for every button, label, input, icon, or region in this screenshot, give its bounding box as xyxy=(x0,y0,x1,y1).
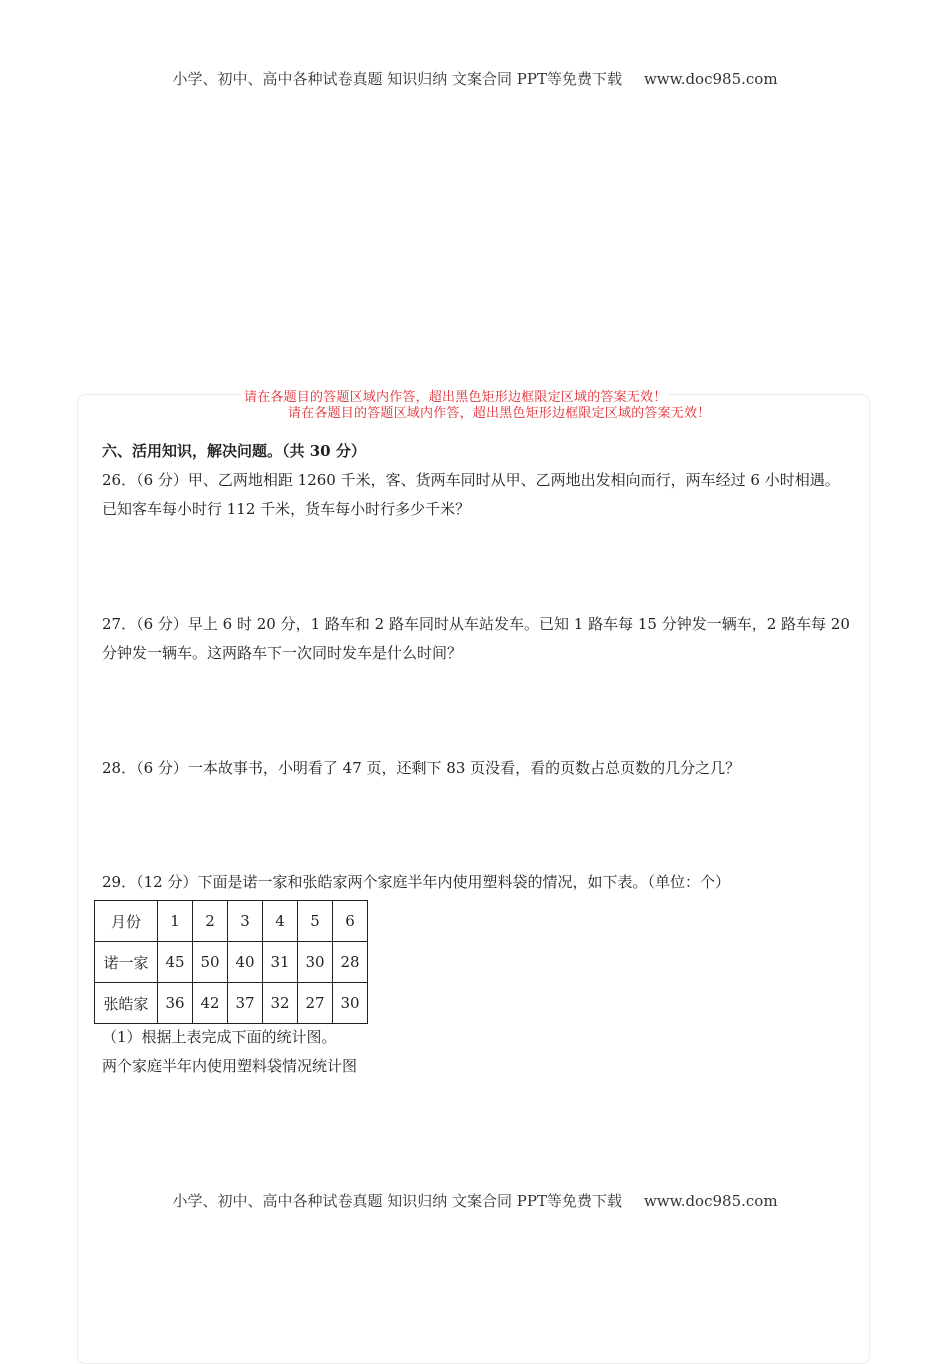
table-cell: 2 xyxy=(193,901,228,942)
table-cell: 30 xyxy=(298,942,333,983)
table-cell: 30 xyxy=(333,983,368,1024)
table-cell: 45 xyxy=(158,942,193,983)
answer-area-warning-repeat: 请在各题目的答题区域内作答，超出黑色矩形边框限定区域的答案无效！ xyxy=(288,406,711,421)
table-cell: 28 xyxy=(333,942,368,983)
page-footer xyxy=(0,1190,950,1211)
table-cell: 36 xyxy=(158,983,193,1024)
page-header xyxy=(0,68,950,89)
footer-site[interactable]: www.doc985.com xyxy=(643,1192,778,1210)
header-text: 小学、初中、高中各种试卷真题 知识归纳 文案合同 PPT等免费下载 xyxy=(172,70,622,88)
question-27: 27．（6 分）早上 6 时 20 分，1 路车和 2 路车同时从车站发车。已知 1 路车每 15 分钟发一辆车，2 路车每 20 分钟发一辆车。这两路车下一次同时发车是什么时间？ xyxy=(102,615,850,662)
table-cell: 40 xyxy=(228,942,263,983)
table-cell: 3 xyxy=(228,901,263,942)
table-cell: 42 xyxy=(193,983,228,1024)
table-row xyxy=(95,983,368,1024)
table-cell: 32 xyxy=(263,983,298,1024)
table-cell: 月份 xyxy=(95,901,158,942)
table-cell: 27 xyxy=(298,983,333,1024)
table-cell: 37 xyxy=(228,983,263,1024)
chart-title: 两个家庭半年内使用塑料袋情况统计图 xyxy=(102,1057,358,1075)
table-row xyxy=(95,942,368,983)
table-header-row xyxy=(95,901,368,942)
question-28: 28．（6 分）一本故事书，小明看了 47 页，还剩下 83 页没看，看的页数占总页数的几分之几？ xyxy=(102,759,741,777)
table-cell: 31 xyxy=(263,942,298,983)
answer-area-warning: 请在各题目的答题区域内作答，超出黑色矩形边框限定区域的答案无效！ xyxy=(242,386,668,405)
question-26: 26．（6 分）甲、乙两地相距 1260 千米，客、货两车同时从甲、乙两地出发相向而行，两车经过 6 小时相遇。已知客车每小时行 112 千米，货车每小时行多少千米？ xyxy=(102,471,840,518)
table-cell: 1 xyxy=(158,901,193,942)
question-29: 29．（12 分）下面是诺一家和张皓家两个家庭半年内使用塑料袋的情况，如下表。（单位：个） xyxy=(102,873,730,891)
header-site[interactable]: www.doc985.com xyxy=(643,70,778,88)
table-cell: 诺一家 xyxy=(95,942,158,983)
plastic-bag-table xyxy=(94,900,368,1024)
table-cell: 5 xyxy=(298,901,333,942)
section-title: 六、活用知识，解决问题。（共 30 分） xyxy=(102,442,366,460)
table-cell: 6 xyxy=(333,901,368,942)
table-cell: 50 xyxy=(193,942,228,983)
sub-question-1: （1）根据上表完成下面的统计图。 xyxy=(102,1028,337,1046)
footer-text: 小学、初中、高中各种试卷真题 知识归纳 文案合同 PPT等免费下载 xyxy=(172,1192,622,1210)
table-cell: 张皓家 xyxy=(95,983,158,1024)
table-cell: 4 xyxy=(263,901,298,942)
